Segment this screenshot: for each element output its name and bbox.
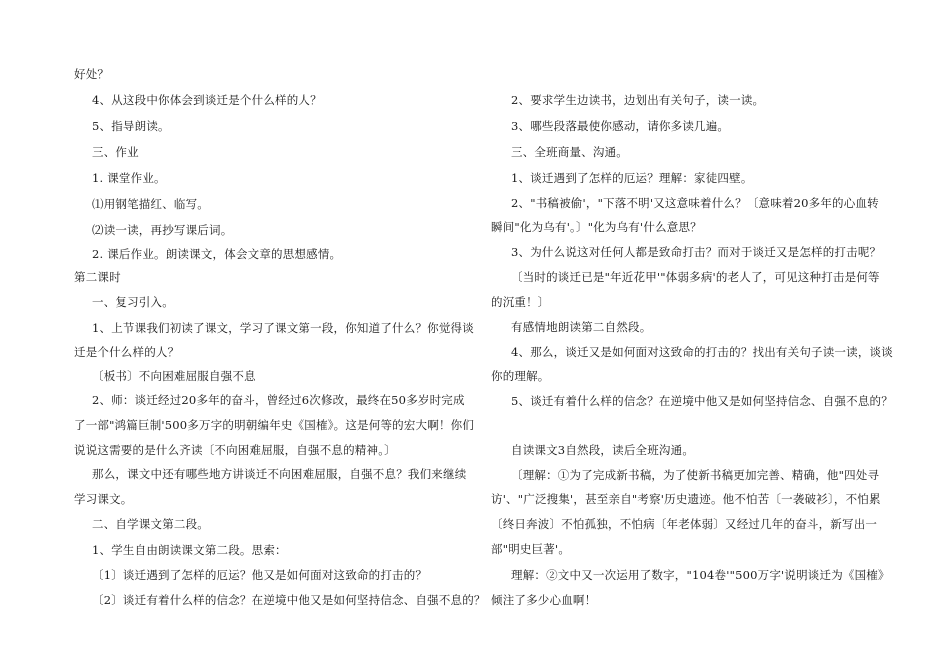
text-line: 那么，课文中还有哪些地方讲谈迁不向困难屈服，自强不息？我们来继续	[92, 467, 467, 481]
text-line: 自读课文3自然段，读后全班沟通。	[511, 443, 695, 457]
text-line: 〔1〕谈迁遇到了怎样的厄运？他又是如何面对这致命的打击的？	[92, 568, 428, 582]
text-line: 2、师：谈迁经过20多年的奋斗，曾经过6次修改，最终在50多岁时完成	[92, 393, 465, 407]
text-line: 2. 课后作业。朗读课文，体会文章的思想感情。	[92, 247, 342, 261]
text-line: 〔终日奔波〕不怕孤独，不怕病〔年老体弱〕又经过几年的奋斗，新写出一	[491, 517, 878, 531]
text-line: 〔2〕谈迁有着什么样的信念？在逆境中他又是如何坚持信念、自强不息的？	[92, 593, 486, 607]
text-line: 访'、"广泛搜集'，甚至亲自"考察'历史遗迹。他不怕苦〔一袭破衫〕，不怕累	[491, 492, 881, 506]
text-line: 理解：②文中又一次运用了数字，"104卷'"500万字'说明谈迁为《国榷》	[511, 568, 890, 582]
text-line: 瞬间"化为乌有'。〕"化为乌有'什么意思？	[491, 220, 702, 234]
text-line: 有感情地朗读第二自然段。	[511, 320, 652, 334]
text-line: 倾注了多少心血啊！	[491, 593, 597, 607]
lesson-heading: 第二课时	[74, 270, 121, 284]
text-line: 5、谈迁有着什么样的信念？在逆境中他又是如何坚持信念、自强不息的？	[511, 394, 893, 408]
text-line: 学习课文。	[74, 492, 133, 506]
text-line: 4、从这段中你体会到谈迁是个什么样的人？	[92, 93, 322, 107]
text-line: 2、要求学生边读书，边划出有关句子，读一读。	[511, 93, 765, 107]
text-line: 1、谈迁遇到了怎样的厄运？理解：家徒四壁。	[511, 171, 753, 185]
section-heading: 三、全班商量、沟通。	[511, 145, 628, 159]
text-line: 〔当时的谈迁已是"年近花甲'"体弱多病'的老人了，可见这种打击是何等	[511, 270, 880, 284]
text-line: 部"明史巨著'。	[491, 542, 571, 556]
text-line: 2、"书稿被偷'，"下落不明'又这意味着什么？〔意味着20多年的心血转	[511, 196, 879, 210]
text-line: 3、哪些段落最使你感动，请你多读几遍。	[511, 119, 730, 133]
text-line: 的沉重！〕	[491, 295, 550, 309]
section-heading: 二、自学课文第二段。	[92, 517, 209, 531]
text-line: 3、为什么说这对任何人都是致命打击？而对于谈迁又是怎样的打击呢？	[511, 245, 882, 259]
text-line: 1、学生自由朗读课文第二段。思索：	[92, 543, 287, 557]
text-line: 5、指导朗读。	[92, 119, 170, 133]
text-line: 4、那么，谈迁又是如何面对这致命的打击的？找出有关句子读一读，谈谈	[511, 345, 893, 359]
text-line: ⑴用钢笔描红、临写。	[92, 197, 209, 211]
section-heading: 三、作业	[92, 145, 139, 159]
text-line: 说说这需要的是什么齐读〔不向困难屈服，自强不息的精神。〕	[74, 443, 396, 457]
text-line: 1、上节课我们初读了课文，学习了课文第一段，你知道了什么？你觉得谈	[92, 321, 474, 335]
section-heading: 一、复习引入。	[92, 295, 174, 309]
text-line: 你的理解。	[491, 369, 550, 383]
text-line: 〔理解：①为了完成新书稿，为了使新书稿更加完善、精确，他"四处寻	[511, 468, 880, 482]
board-note: 〔板书〕不向困难屈服自强不息	[92, 369, 256, 383]
text-line: 了一部"鸿篇巨制'500多万字的明朝编年史《国榷》。这是何等的宏大啊！你们	[74, 418, 475, 432]
text-line: 迁是个什么样的人？	[74, 345, 180, 359]
text-line: 1. 课堂作业。	[92, 171, 166, 185]
text-line: 好处？	[74, 67, 110, 81]
text-line: ⑵读一读，再抄写课后词。	[92, 223, 233, 237]
